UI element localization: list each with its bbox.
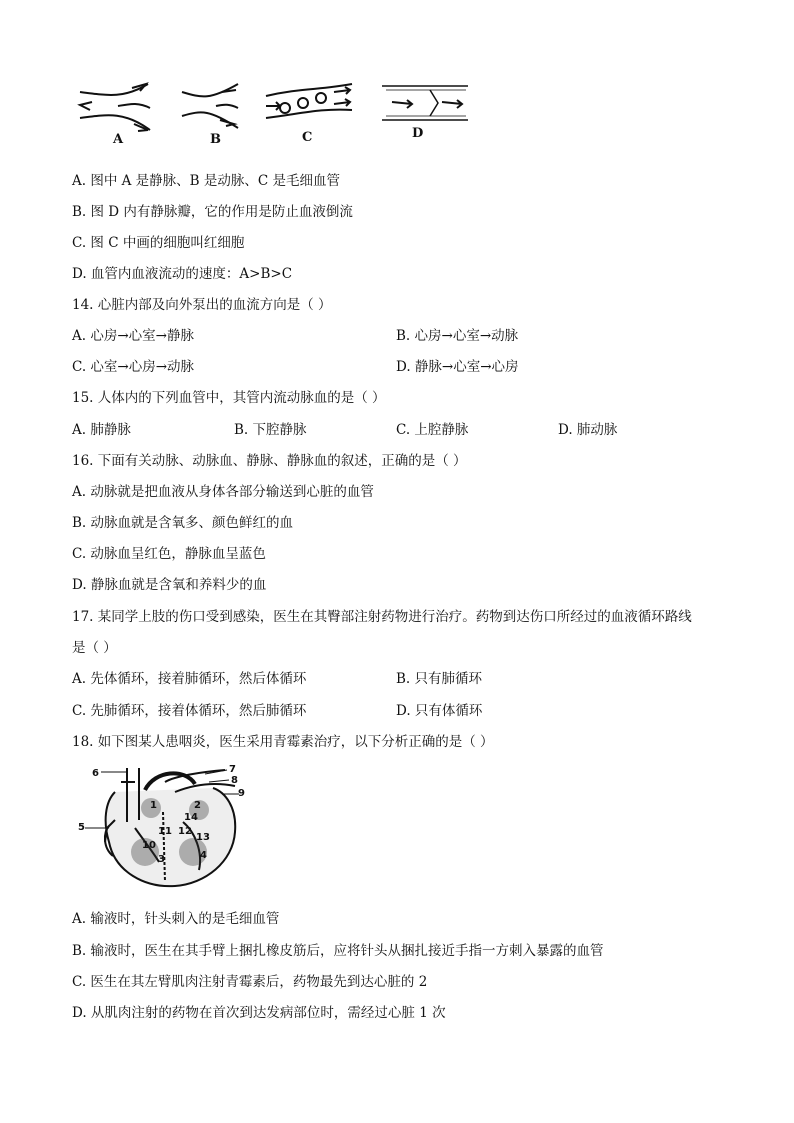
q15-option-c: C. 上腔静脉 xyxy=(396,422,469,438)
vessel-label-a: A xyxy=(113,132,124,147)
q14-stem: 14. 心脏内部及向外泵出的血流方向是（ ） xyxy=(72,297,332,313)
heart-label-6: 6 xyxy=(92,768,99,779)
q18-option-d: D. 从肌肉注射的药物在首次到达发病部位时，需经过心脏 1 次 xyxy=(72,1005,446,1021)
q16-option-d: D. 静脉血就是含氧和养料少的血 xyxy=(72,577,267,593)
heart-label-5: 5 xyxy=(78,822,85,833)
q14-option-b: B. 心房→心室→动脉 xyxy=(396,328,519,344)
q16-option-c: C. 动脉血呈红色，静脉血呈蓝色 xyxy=(72,546,266,562)
q16-option-b: B. 动脉血就是含氧多、颜色鲜红的血 xyxy=(72,515,294,531)
heart-label-2: 2 xyxy=(194,800,201,811)
heart-label-4: 4 xyxy=(200,850,207,861)
heart-label-14: 14 xyxy=(184,812,198,823)
vessel-label-c: C xyxy=(302,130,313,145)
q13-option-b: B. 图 D 内有静脉瓣，它的作用是防止血液倒流 xyxy=(72,204,353,220)
q18-option-c: C. 医生在其左臂肌肉注射青霉素后，药物最先到达心脏的 2 xyxy=(72,974,428,990)
heart-label-11: 11 xyxy=(158,826,172,837)
q13-option-c: C. 图 C 中画的细胞叫红细胞 xyxy=(72,235,245,251)
vessel-c xyxy=(266,84,352,118)
heart-label-13: 13 xyxy=(196,832,210,843)
heart-label-12: 12 xyxy=(178,826,192,837)
q15-option-a: A. 肺静脉 xyxy=(72,422,131,438)
vessel-label-b: B xyxy=(210,132,221,147)
q17-option-a: A. 先体循环，接着肺循环，然后体循环 xyxy=(72,671,307,687)
q14-option-a: A. 心房→心室→静脉 xyxy=(72,328,194,344)
q17-option-d: D. 只有体循环 xyxy=(396,703,483,719)
heart-label-7: 7 xyxy=(229,764,236,775)
q16-stem: 16. 下面有关动脉、动脉血、静脉、静脉血的叙述，正确的是（ ） xyxy=(72,453,467,469)
q18-option-a: A. 输液时，针头刺入的是毛细血管 xyxy=(72,911,280,927)
q14-option-c: C. 心室→心房→动脉 xyxy=(72,359,195,375)
q15-option-d: D. 肺动脉 xyxy=(558,422,618,438)
q18-stem: 18. 如下图某人患咽炎，医生采用青霉素治疗，以下分析正确的是（ ） xyxy=(72,734,494,750)
q15-stem: 15. 人体内的下列血管中，其管内流动脉血的是（ ） xyxy=(72,390,386,406)
vessel-b xyxy=(182,84,238,128)
heart-label-3: 3 xyxy=(158,854,165,865)
q17-stem-line1: 17. 某同学上肢的伤口受到感染，医生在其臀部注射药物进行治疗。药物到达伤口所经过的血液循环路线 xyxy=(72,609,692,625)
vessel-d xyxy=(382,86,468,120)
q13-option-d: D. 血管内血液流动的速度：A>B>C xyxy=(72,266,293,282)
heart-label-10: 10 xyxy=(142,840,156,851)
q17-stem-line2: 是（ ） xyxy=(72,640,117,656)
q15-option-b: B. 下腔静脉 xyxy=(234,422,307,438)
q16-option-a: A. 动脉就是把血液从身体各部分输送到心脏的血管 xyxy=(72,484,374,500)
q18-option-b: B. 输液时，医生在其手臂上捆扎橡皮筋后，应将针头从捆扎接近手指一方刺入暴露的血管 xyxy=(72,943,604,959)
heart-label-9: 9 xyxy=(238,788,245,799)
q14-option-d: D. 静脉→心室→心房 xyxy=(396,359,519,375)
vessel-a xyxy=(80,84,150,131)
q17-option-b: B. 只有肺循环 xyxy=(396,671,483,687)
heart-label-1: 1 xyxy=(150,800,157,811)
vessel-label-d: D xyxy=(412,126,424,141)
q17-option-c: C. 先肺循环，接着体循环，然后肺循环 xyxy=(72,703,307,719)
q13-option-a: A. 图中 A 是静脉、B 是动脉、C 是毛细血管 xyxy=(72,173,340,189)
heart-label-8: 8 xyxy=(231,775,238,786)
